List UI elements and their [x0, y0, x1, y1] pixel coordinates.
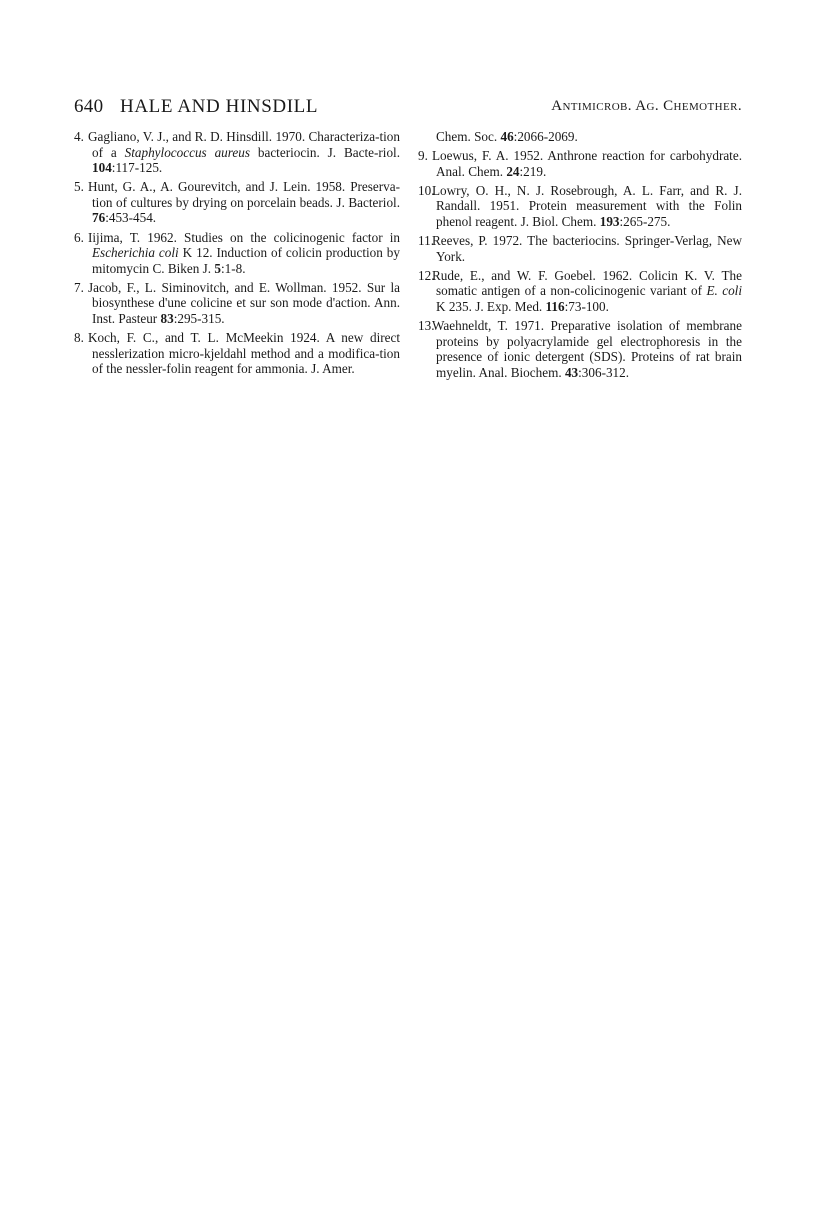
- reference-text: K 235. J. Exp. Med.: [436, 298, 546, 314]
- running-journal-title: Antimicrob. Ag. Chemother.: [551, 98, 742, 114]
- reference-text: Gagliano, V. J., and R. D. Hinsdill. 1970. Characteriza-tion of a: [88, 129, 400, 160]
- reference-item: [418, 183, 742, 230]
- reference-item: [418, 318, 742, 380]
- reference-pages: :295-315.: [173, 311, 225, 327]
- reference-number: 11.: [418, 233, 434, 249]
- reference-number: 4.: [74, 129, 84, 144]
- reference-pages: :265-275.: [619, 213, 671, 229]
- reference-pages: :2066-2069.: [513, 129, 578, 144]
- reference-text: Loewus, F. A. 1952. Anthrone reaction for carbohydrate. Anal. Chem.: [432, 148, 742, 179]
- reference-volume: 193: [599, 213, 620, 229]
- reference-volume: 43: [564, 364, 579, 380]
- reference-text: Koch, F. C., and T. L. McMeekin 1924. A new direct nesslerization micro-kjeldahl method and a modifica-tion of the nessler-folin reagent for ammonia. J. Amer.: [88, 330, 400, 377]
- reference-continuation: [418, 129, 742, 145]
- reference-text: Iijima, T. 1962. Studies on the colicinogenic factor in: [88, 229, 400, 245]
- references-left-column: [74, 129, 400, 380]
- reference-pages: :219.: [519, 163, 547, 179]
- reference-text: bacteriocin. J. Bacte-riol.: [249, 144, 400, 160]
- reference-species: Staphylococcus aureus: [124, 144, 250, 160]
- reference-species: E. coli: [706, 283, 742, 299]
- reference-item: [418, 233, 742, 264]
- reference-number: 6.: [74, 229, 84, 245]
- references-right-column: [418, 129, 742, 384]
- reference-text: Chem. Soc.: [436, 129, 501, 144]
- reference-pages: :73-100.: [564, 298, 609, 314]
- reference-volume: 116: [545, 298, 565, 314]
- reference-volume: 5: [214, 260, 221, 276]
- reference-text: Jacob, F., L. Siminovitch, and E. Wollman. 1952. Sur la biosynthese d'une colicine et sur son mode d'action. Ann. Inst. Pasteur: [88, 279, 400, 327]
- reference-text: Waehneldt, T. 1971. Preparative isolation of membrane proteins by polyacrylamide gel electrophoresis in the presence of ionic detergent (SDS). Proteins of rat brain myelin. Anal. Biochem.: [432, 318, 742, 380]
- reference-volume: 83: [160, 311, 174, 327]
- reference-text: Rude, E., and W. F. Goebel. 1962. Colicin K. V. The somatic antigen of a non-colicinogenic variant of: [432, 267, 742, 299]
- reference-text: Reeves, P. 1972. The bacteriocins. Springer-Verlag, New York.: [432, 233, 742, 264]
- reference-volume: 24: [506, 163, 520, 179]
- reference-item: [74, 330, 400, 377]
- reference-number: 12.: [418, 267, 435, 283]
- reference-number: 5.: [74, 179, 84, 195]
- reference-text: Lowry, O. H., N. J. Rosebrough, A. L. Farr, and R. J. Randall. 1951. Protein measurement with the Folin phenol reagent. J. Biol. Chem.: [432, 182, 742, 229]
- reference-item: [418, 148, 742, 179]
- reference-pages: :306-312.: [578, 364, 630, 380]
- reference-number: 10.: [418, 182, 435, 198]
- reference-number: 8.: [74, 330, 84, 346]
- reference-pages: :453-454.: [105, 210, 157, 226]
- reference-item: [74, 179, 400, 226]
- reference-text: Hunt, G. A., A. Gourevitch, and J. Lein. 1958. Preserva-tion of cultures by drying on porcelain beads. J. Bacteriol.: [88, 179, 400, 210]
- reference-text: K 12. Induction of colicin production by mitomycin C. Biken J.: [92, 245, 400, 276]
- reference-pages: :117-125.: [111, 160, 163, 176]
- running-authors: HALE AND HINSDILL: [120, 96, 319, 117]
- reference-item: [74, 280, 400, 327]
- reference-number: 9.: [418, 148, 428, 164]
- running-header: [74, 96, 742, 120]
- reference-item: [74, 230, 400, 277]
- reference-species: Escherichia coli: [92, 245, 179, 261]
- reference-item: [418, 268, 742, 315]
- reference-volume: 104: [92, 160, 112, 176]
- reference-number: 13.: [418, 318, 435, 334]
- reference-number: 7.: [74, 279, 84, 295]
- reference-volume: 46: [500, 129, 514, 144]
- reference-pages: :1-8.: [220, 260, 246, 276]
- reference-volume: 76: [92, 210, 106, 226]
- page-number: 640: [74, 96, 104, 117]
- reference-item: [74, 129, 400, 176]
